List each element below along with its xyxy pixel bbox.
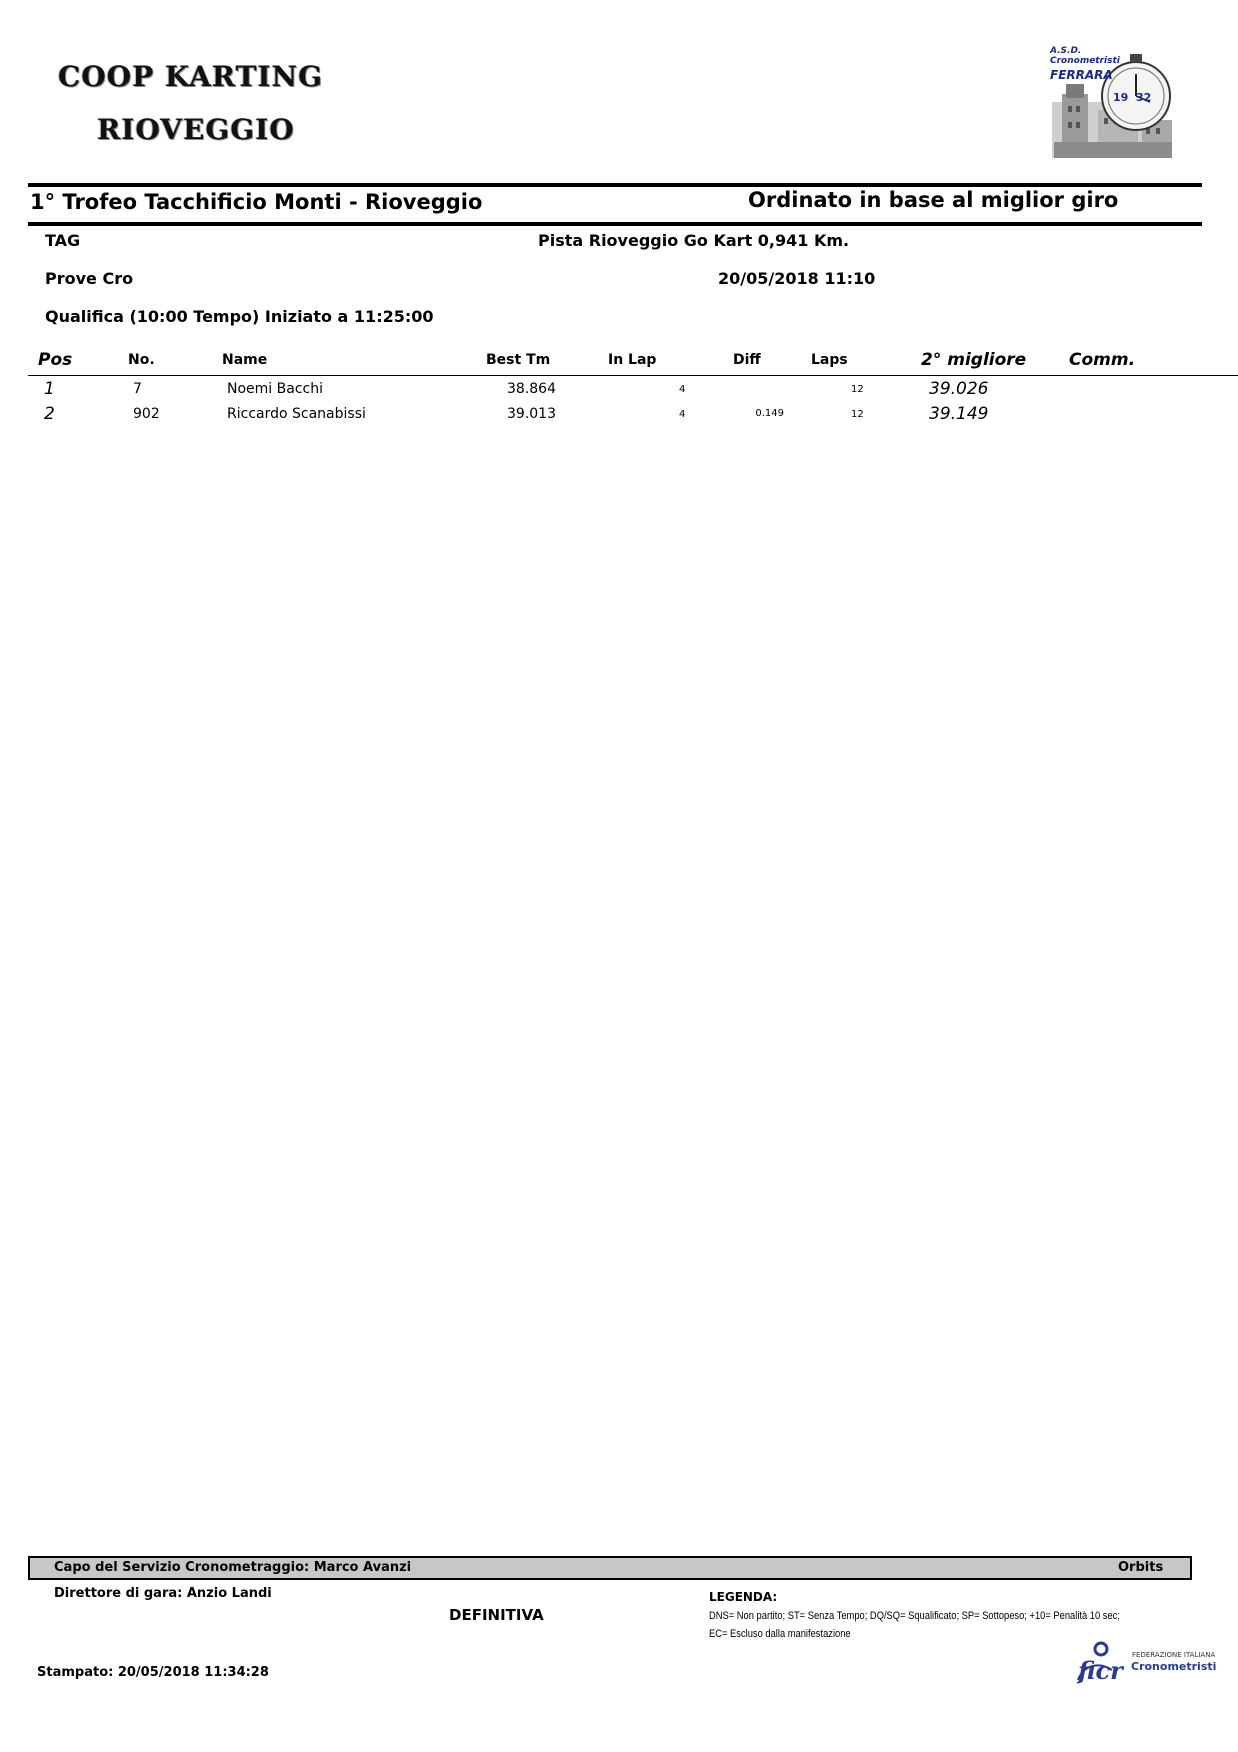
table-header-rule bbox=[28, 375, 1238, 376]
row-second-best: 39.026 bbox=[929, 379, 989, 399]
col-header-pos: Pos bbox=[38, 350, 73, 370]
chief-timekeeper: Capo del Servizio Cronometraggio: Marco Avanzi bbox=[54, 1560, 412, 1575]
title-top-rule bbox=[28, 183, 1202, 187]
federation-subtitle: Cronometristi bbox=[1131, 1660, 1217, 1673]
row-best-time: 39.013 bbox=[507, 406, 556, 422]
col-header-best: Best Tm bbox=[486, 352, 551, 368]
col-header-no: No. bbox=[128, 352, 155, 368]
col-header-second-best: 2° migliore bbox=[921, 350, 1027, 370]
qualifying-info: Qualifica (10:00 Tempo) Iniziato a 11:25:00 bbox=[45, 307, 434, 326]
logo-asd-text: A.S.D. bbox=[1050, 46, 1082, 56]
race-director: Direttore di gara: Anzio Landi bbox=[54, 1586, 272, 1601]
result-status: DEFINITIVA bbox=[449, 1606, 544, 1624]
logo-years-text: 19 32 bbox=[1113, 91, 1152, 104]
col-header-diff: Diff bbox=[733, 352, 761, 368]
logo-city-text: FERRARA bbox=[1050, 68, 1113, 82]
row-second-best: 39.149 bbox=[929, 404, 989, 424]
logo-name-text: Cronometristi bbox=[1050, 56, 1120, 66]
session-label: Prove Cro bbox=[45, 269, 134, 288]
row-pos: 1 bbox=[44, 379, 55, 399]
row-diff: 0.149 bbox=[755, 408, 784, 419]
row-no: 7 bbox=[133, 381, 142, 397]
row-in-lap: 4 bbox=[679, 409, 686, 420]
title-bottom-rule bbox=[28, 222, 1202, 226]
row-no: 902 bbox=[133, 406, 160, 422]
legend-title: LEGENDA: bbox=[709, 1590, 778, 1604]
col-header-inlap: In Lap bbox=[608, 352, 657, 368]
organizer-name-line1: COOP KARTING bbox=[58, 60, 324, 93]
software-name: Orbits bbox=[1118, 1560, 1164, 1575]
track-label: Pista Rioveggio Go Kart 0,941 Km. bbox=[538, 231, 850, 250]
col-header-laps: Laps bbox=[811, 352, 848, 368]
row-pos: 2 bbox=[44, 404, 55, 424]
col-header-comm: Comm. bbox=[1069, 350, 1136, 370]
col-header-name: Name bbox=[222, 352, 268, 368]
organizer-name-line2: RIOVEGGIO bbox=[97, 113, 295, 146]
legend-line-2: EC= Escluso dalla manifestazione bbox=[709, 1628, 851, 1640]
event-title: 1° Trofeo Tacchificio Monti - Rioveggio bbox=[30, 190, 483, 214]
ficr-logo-text: ficr bbox=[1078, 1656, 1123, 1685]
row-name: Noemi Bacchi bbox=[227, 381, 323, 397]
session-datetime: 20/05/2018 11:10 bbox=[718, 269, 876, 288]
row-best-time: 38.864 bbox=[507, 381, 556, 397]
printed-timestamp: Stampato: 20/05/2018 11:34:28 bbox=[37, 1665, 269, 1680]
row-laps: 12 bbox=[851, 384, 864, 395]
row-in-lap: 4 bbox=[679, 384, 686, 395]
row-name: Riccardo Scanabissi bbox=[227, 406, 366, 422]
federation-name: FEDERAZIONE ITALIANA bbox=[1132, 1651, 1216, 1659]
sort-order-label: Ordinato in base al miglior giro bbox=[748, 188, 1119, 212]
class-label: TAG bbox=[45, 231, 81, 250]
row-laps: 12 bbox=[851, 409, 864, 420]
legend-line-1: DNS= Non partito; ST= Senza Tempo; DQ/SQ= Squalificato; SP= Sottopeso; +10= Penalità 10 sec; bbox=[709, 1610, 1120, 1622]
